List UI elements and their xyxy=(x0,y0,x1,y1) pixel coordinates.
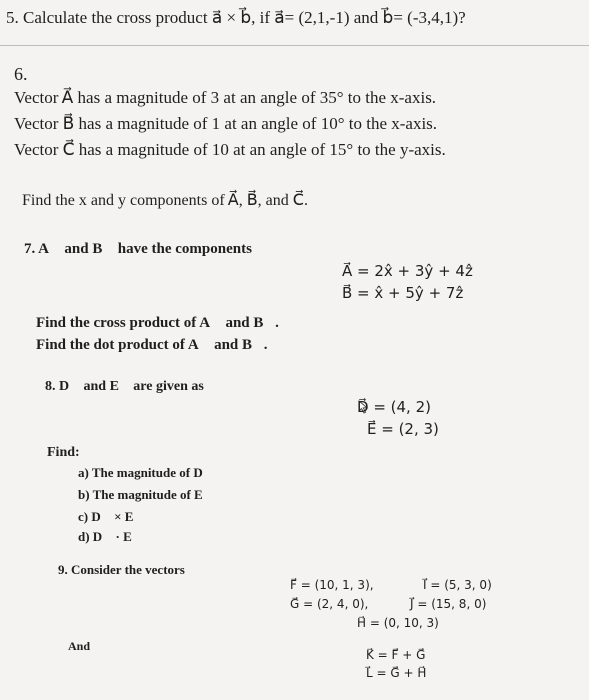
question-8-find-label: Find: xyxy=(47,445,80,460)
question-6-line-1: Vector A⃗ has a magnitude of 3 at an angle of 35° to the x-axis. xyxy=(14,88,437,107)
question-8-item-d: d) D⃗ · E⃗ xyxy=(78,529,142,544)
question-8-item-b: b) The magnitude of E⃗ xyxy=(78,487,213,502)
question-8-equation-d: D⃗ = (4, 2) xyxy=(357,398,431,416)
question-7-equation-a: A⃗ = 2x̂ + 3ŷ + 4ẑ xyxy=(342,262,473,280)
divider xyxy=(0,45,589,46)
question-5: 5. Calculate the cross product a⃗ × b⃗, if a⃗= (2,1,-1) and b⃗= (-3,4,1)? xyxy=(6,8,466,27)
question-7-find-dot: Find the dot product of A⃗ and B⃗. xyxy=(36,337,268,353)
question-9-equation-g: G⃗ = (2, 4, 0), xyxy=(290,597,369,611)
question-8-heading: 8. D⃗ and E⃗ are given as xyxy=(45,379,204,394)
question-9-heading: 9. Consider the vectors xyxy=(58,562,185,577)
question-9-equation-h: H⃗ = (0, 10, 3) xyxy=(357,616,439,630)
question-9-equation-i: I⃗ = (5, 3, 0) xyxy=(423,578,492,592)
question-9-and-label: And xyxy=(68,639,91,653)
question-7-heading: 7. A⃗ and B⃗ have the components xyxy=(24,241,252,257)
question-8-equation-e: E⃗ = (2, 3) xyxy=(367,420,439,438)
question-8-item-c: c) D⃗ × E⃗ xyxy=(78,509,144,524)
question-9-equation-j: J⃗ = (15, 8, 0) xyxy=(410,597,487,611)
question-9-equation-k: K⃗ = F⃗ + G⃗ xyxy=(366,648,426,662)
question-8-item-a: a) The magnitude of D⃗ xyxy=(78,465,213,480)
question-7-equation-b: B⃗ = x̂ + 5ŷ + 7ẑ xyxy=(342,284,464,302)
question-7-find-cross: Find the cross product of A⃗ and B⃗. xyxy=(36,315,279,331)
question-9-equation-l: L⃗ = G⃗ + H⃗ xyxy=(366,666,427,680)
question-6-find: Find the x and y components of A⃗, B⃗, and C⃗. xyxy=(22,192,308,209)
question-9-equation-f: F⃗ = (10, 1, 3), xyxy=(290,578,374,592)
question-6-number: 6. xyxy=(14,64,28,84)
question-6-line-3: Vector C⃗ has a magnitude of 10 at an angle of 15° to the y-axis. xyxy=(14,140,446,159)
question-6-line-2: Vector B⃗ has a magnitude of 1 at an angle of 10° to the x-axis. xyxy=(14,114,438,133)
